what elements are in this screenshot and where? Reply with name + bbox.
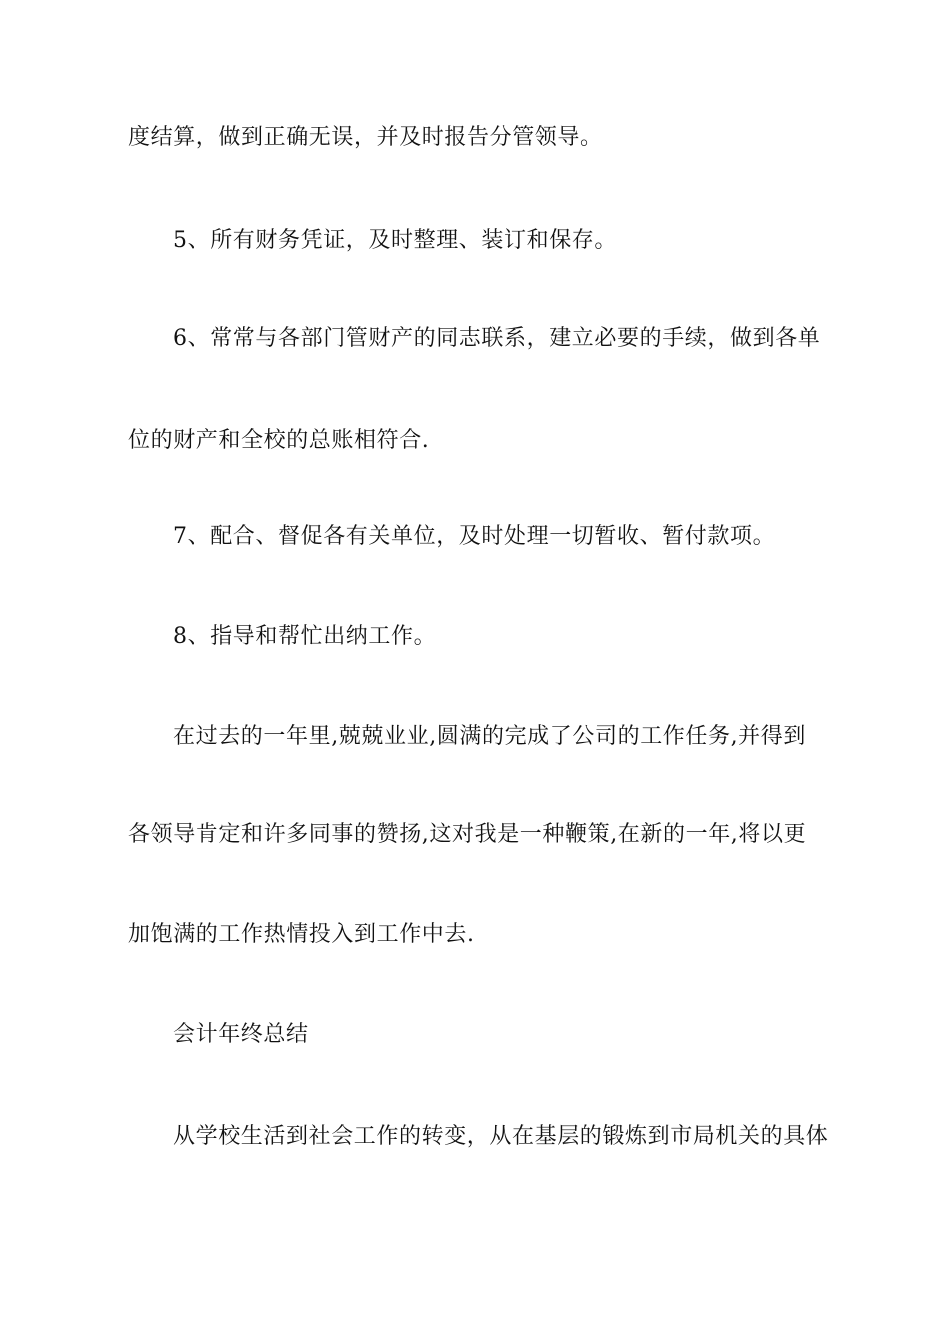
paragraph-line: 加饱满的工作热情投入到工作中去. [128, 922, 475, 947]
paragraph-line: 在过去的一年里,兢兢业业,圆满的完成了公司的工作任务,并得到 [173, 724, 806, 749]
list-item-7: 7、配合、督促各有关单位，及时处理一切暂收、暂付款项。 [173, 524, 776, 549]
list-item-5: 5、所有财务凭证，及时整理、装订和保存。 [173, 228, 617, 253]
list-item-8: 8、指导和帮忙出纳工作。 [173, 624, 437, 649]
paragraph-line: 度结算，做到正确无误，并及时报告分管领导。 [128, 125, 603, 150]
paragraph-line: 位的财产和全校的总账相符合. [128, 428, 430, 453]
paragraph-line: 从学校生活到社会工作的转变，从在基层的锻炼到市局机关的具体 [173, 1124, 829, 1149]
paragraph-line: 各领导肯定和许多同事的赞扬,这对我是一种鞭策,在新的一年,将以更 [128, 822, 807, 847]
section-heading: 会计年终总结 [173, 1022, 309, 1047]
list-item-6: 6、常常与各部门管财产的同志联系，建立必要的手续，做到各单 [173, 326, 821, 351]
